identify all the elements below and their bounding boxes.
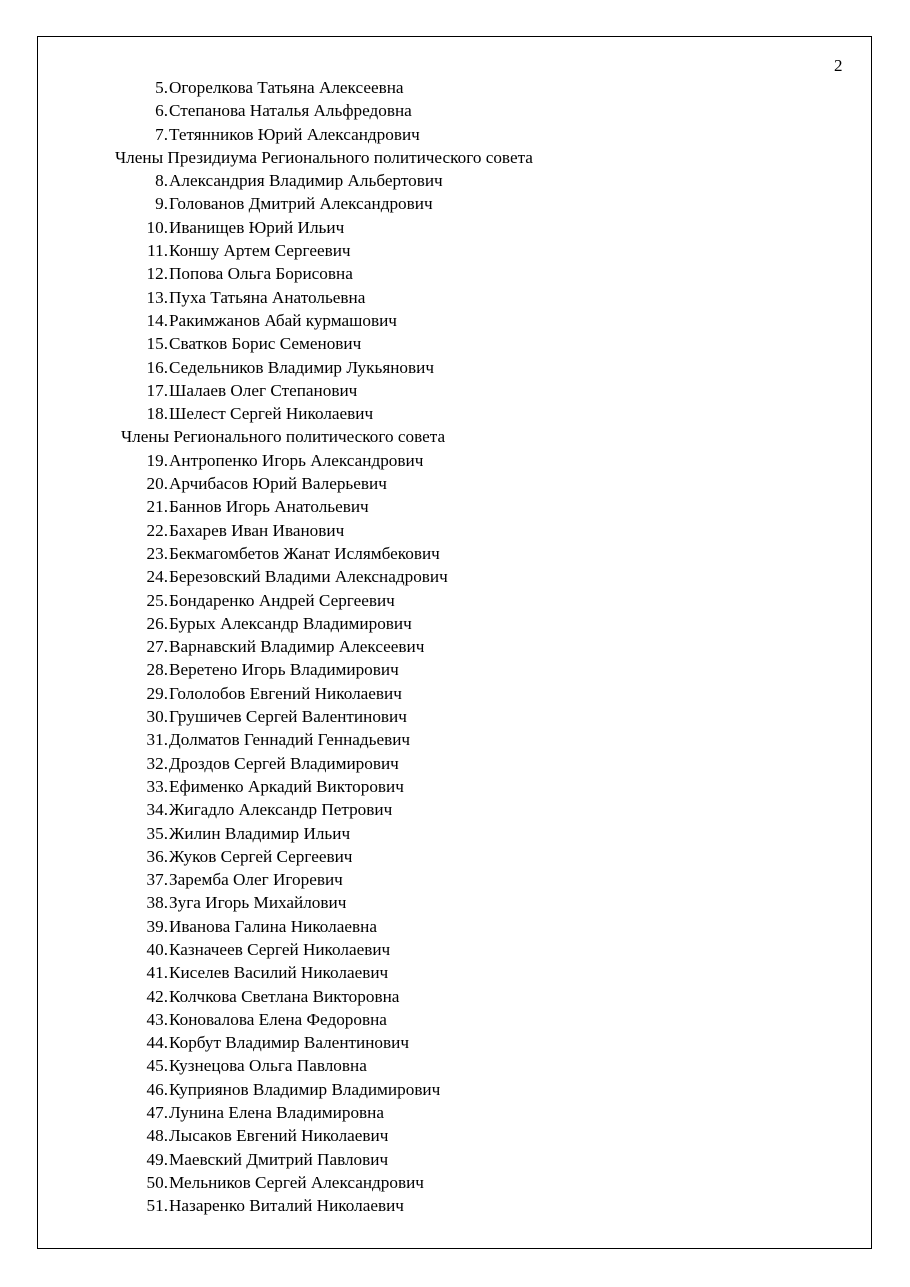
list-item	[0, 239, 910, 262]
list-item	[0, 1171, 910, 1194]
list-item-name: Голованов Дмитрий Александрович	[169, 194, 433, 214]
list-item	[0, 891, 910, 914]
list-item-number: 46.	[146, 1079, 168, 1099]
list-item-number: 8.	[155, 171, 168, 191]
list-item	[0, 1101, 910, 1124]
list-item	[0, 1124, 910, 1147]
list-item-name: Варнавский Владимир Алексеевич	[169, 637, 425, 657]
section-heading-council	[0, 425, 910, 448]
list-item-number: 27.	[146, 637, 168, 657]
list-item-number: 48.	[146, 1126, 168, 1146]
list-item-name: Грушичев Сергей Валентинович	[169, 707, 407, 727]
list-item-number: 11.	[147, 241, 168, 261]
list-item-number: 21.	[146, 497, 168, 517]
list-item-name: Арчибасов Юрий Валерьевич	[169, 474, 387, 494]
heading-presidium: Члены Президиума Регионального политического совета	[115, 147, 533, 167]
list-item-name: Зуга Игорь Михайлович	[169, 893, 347, 913]
list-item	[0, 356, 910, 379]
list-item-number: 6.	[155, 101, 168, 121]
list-item	[0, 99, 910, 122]
list-item-name: Дроздов Сергей Владимирович	[169, 753, 399, 773]
list-item-number: 13.	[146, 287, 168, 307]
list-item	[0, 1054, 910, 1077]
list-item	[0, 798, 910, 821]
list-item-number: 35.	[146, 823, 168, 843]
page-number: 2	[834, 56, 843, 75]
list-item-number: 17.	[146, 380, 168, 400]
list-item-name: Иванова Галина Николаевна	[169, 916, 377, 936]
list-item-name: Веретено Игорь Владимирович	[169, 660, 399, 680]
list-group-council	[0, 449, 910, 1218]
list-item-name: Колчкова Светлана Викторовна	[169, 986, 400, 1006]
list-item	[0, 752, 910, 775]
list-item	[0, 961, 910, 984]
list-item-number: 5.	[155, 78, 168, 97]
list-item-name: Лысаков Евгений Николаевич	[169, 1126, 389, 1146]
list-item-name: Огорелкова Татьяна Алексеевна	[169, 78, 404, 97]
list-item	[0, 472, 910, 495]
member-list	[0, 76, 910, 1218]
list-item-name: Гололобов Евгений Николаевич	[169, 683, 402, 703]
list-item	[0, 76, 910, 99]
list-item	[0, 1194, 910, 1217]
list-item-name: Лунина Елена Владимировна	[169, 1103, 384, 1123]
list-item-name: Степанова Наталья Альфредовна	[169, 101, 412, 121]
list-item-name: Заремба Олег Игоревич	[169, 870, 343, 890]
list-item-name: Жилин Владимир Ильич	[169, 823, 351, 843]
list-item-name: Бурых Александр Владимирович	[169, 613, 412, 633]
list-item	[0, 542, 910, 565]
list-item	[0, 123, 910, 146]
list-item	[0, 192, 910, 215]
list-item-number: 42.	[146, 986, 168, 1006]
list-item-number: 34.	[146, 800, 168, 820]
list-item-name: Корбут Владимир Валентинович	[169, 1033, 409, 1053]
list-item-number: 47.	[146, 1103, 168, 1123]
list-item-number: 33.	[146, 776, 168, 796]
list-item	[0, 262, 910, 285]
list-item	[0, 332, 910, 355]
list-item-name: Ракимжанов Абай курмашович	[169, 310, 397, 330]
list-item-name: Антропенко Игорь Александрович	[169, 450, 424, 470]
list-item-name: Коншу Артем Сергеевич	[169, 241, 351, 261]
list-item	[0, 658, 910, 681]
list-item	[0, 216, 910, 239]
list-item	[0, 495, 910, 518]
list-item	[0, 635, 910, 658]
list-item-name: Назаренко Виталий Николаевич	[169, 1196, 404, 1216]
list-item	[0, 915, 910, 938]
list-item-number: 10.	[146, 217, 168, 237]
list-item-name: Шалаев Олег Степанович	[169, 380, 358, 400]
list-item	[0, 728, 910, 751]
list-item-name: Куприянов Владимир Владимирович	[169, 1079, 441, 1099]
section-heading-presidium	[0, 146, 910, 169]
list-item-number: 36.	[146, 846, 168, 866]
list-item-name: Шелест Сергей Николаевич	[169, 404, 374, 424]
list-item-number: 50.	[146, 1172, 168, 1192]
list-item-number: 39.	[146, 916, 168, 936]
list-item-name: Кузнецова Ольга Павловна	[169, 1056, 367, 1076]
list-item-number: 9.	[155, 194, 168, 214]
list-item	[0, 286, 910, 309]
list-item-name: Казначеев Сергей Николаевич	[169, 939, 391, 959]
list-item-number: 45.	[146, 1056, 168, 1076]
list-item-number: 44.	[146, 1033, 168, 1053]
list-item	[0, 775, 910, 798]
list-item	[0, 379, 910, 402]
list-item-name: Александрия Владимир Альбертович	[169, 171, 443, 191]
list-item	[0, 169, 910, 192]
list-item-number: 28.	[146, 660, 168, 680]
list-item	[0, 309, 910, 332]
list-item-name: Иванищев Юрий Ильич	[169, 217, 345, 237]
heading-council: Члены Регионального политического совета	[121, 427, 446, 447]
list-item-name: Жигадло Александр Петрович	[169, 800, 393, 820]
list-item-number: 51.	[146, 1196, 168, 1216]
list-item	[0, 449, 910, 472]
list-item	[0, 589, 910, 612]
list-item	[0, 565, 910, 588]
list-item-name: Долматов Геннадий Геннадьевич	[169, 730, 411, 750]
list-item-name: Сватков Борис Семенович	[169, 334, 362, 354]
list-item-name: Бахарев Иван Иванович	[169, 520, 345, 540]
list-item	[0, 1031, 910, 1054]
list-item	[0, 705, 910, 728]
list-item-number: 7.	[155, 124, 168, 144]
list-item-number: 43.	[146, 1009, 168, 1029]
list-item-number: 26.	[146, 613, 168, 633]
list-item	[0, 1078, 910, 1101]
list-item-number: 14.	[146, 310, 168, 330]
list-item-name: Седельников Владимир Лукьянович	[169, 357, 434, 377]
list-item-number: 19.	[146, 450, 168, 470]
list-item	[0, 612, 910, 635]
list-item-number: 30.	[146, 707, 168, 727]
list-item-number: 38.	[146, 893, 168, 913]
list-item-number: 24.	[146, 567, 168, 587]
list-item-name: Тетянников Юрий Александрович	[169, 124, 420, 144]
list-item-number: 32.	[146, 753, 168, 773]
list-group-leadership	[0, 76, 910, 146]
list-item-number: 41.	[146, 963, 168, 983]
list-item-name: Жуков Сергей Сергеевич	[169, 846, 353, 866]
list-item	[0, 1148, 910, 1171]
list-item-number: 23.	[146, 543, 168, 563]
list-item	[0, 682, 910, 705]
list-group-presidium	[0, 169, 910, 425]
list-item-number: 40.	[146, 939, 168, 959]
list-item	[0, 519, 910, 542]
list-item-name: Бекмагомбетов Жанат Ислямбекович	[169, 543, 440, 563]
list-item-name: Маевский Дмитрий Павлович	[169, 1149, 389, 1169]
list-item-number: 25.	[146, 590, 168, 610]
list-item-number: 15.	[146, 334, 168, 354]
list-item	[0, 868, 910, 891]
list-item-number: 20.	[146, 474, 168, 494]
list-item-number: 18.	[146, 404, 168, 424]
list-item-number: 16.	[146, 357, 168, 377]
list-item	[0, 822, 910, 845]
list-item-number: 49.	[146, 1149, 168, 1169]
list-item-name: Бондаренко Андрей Сергеевич	[169, 590, 395, 610]
list-item-number: 12.	[146, 264, 168, 284]
list-item-number: 37.	[146, 870, 168, 890]
list-item-name: Березовский Владими Алекснадрович	[169, 567, 448, 587]
list-item-number: 29.	[146, 683, 168, 703]
list-item	[0, 845, 910, 868]
list-item-name: Киселев Василий Николаевич	[169, 963, 389, 983]
list-item-name: Пуха Татьяна Анатольевна	[169, 287, 366, 307]
list-item-number: 22.	[146, 520, 168, 540]
list-item	[0, 985, 910, 1008]
list-item-name: Мельников Сергей Александрович	[169, 1172, 424, 1192]
list-item-number: 31.	[146, 730, 168, 750]
list-item	[0, 1008, 910, 1031]
list-item-name: Коновалова Елена Федоровна	[169, 1009, 387, 1029]
list-item-name: Баннов Игорь Анатольевич	[169, 497, 369, 517]
list-item	[0, 938, 910, 961]
list-item	[0, 402, 910, 425]
list-item-name: Ефименко Аркадий Викторович	[169, 776, 404, 796]
list-item-name: Попова Ольга Борисовна	[169, 264, 353, 284]
